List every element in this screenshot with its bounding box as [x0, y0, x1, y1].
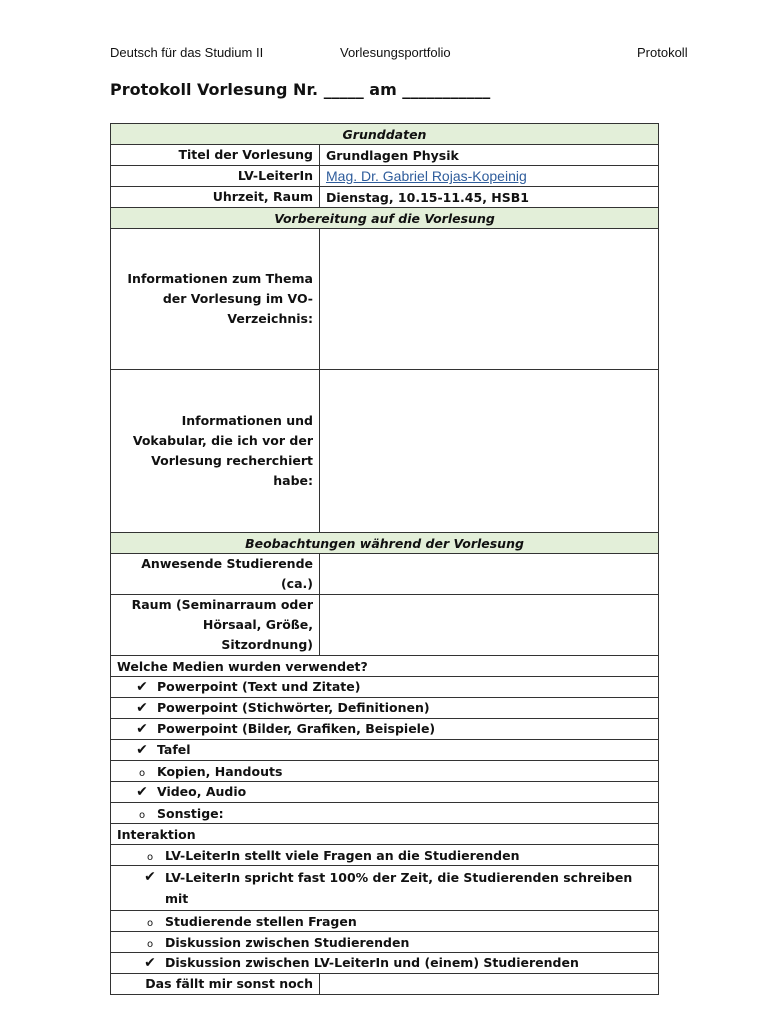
- label-anwesende: Anwesende Studierende (ca.): [111, 554, 320, 595]
- medien-item[interactable]: [111, 782, 659, 803]
- value-titel[interactable]: Grundlagen Physik: [320, 145, 659, 166]
- interaktion-heading: Interaktion: [111, 824, 659, 845]
- interaktion-item-label: LV-LeiterIn stellt viele Fragen an die Studierenden: [165, 847, 520, 863]
- check-icon: ✔: [136, 679, 148, 695]
- interaktion-item-label: Diskussion zwischen Studierenden: [165, 934, 410, 950]
- section-beobachtungen: Beobachtungen während der Vorlesung: [111, 533, 659, 554]
- medien-item[interactable]: [111, 761, 659, 782]
- field-info-thema[interactable]: [320, 229, 659, 370]
- interaktion-item-label: LV-LeiterIn spricht fast 100% der Zeit, die Studierenden schreiben mit: [165, 870, 633, 906]
- check-icon: ✔: [136, 721, 148, 737]
- header-course: Deutsch für das Studium II: [110, 45, 264, 60]
- page-title: Protokoll Vorlesung Nr. _____ am ___________: [110, 80, 491, 99]
- medien-item[interactable]: [111, 719, 659, 740]
- check-icon: ✔: [144, 955, 156, 971]
- circle-bullet-icon: o: [146, 851, 154, 863]
- label-info-vokabular: Informationen und Vokabular, die ich vor der Vorlesung recherchiert habe:: [111, 370, 320, 533]
- interaktion-item[interactable]: [111, 845, 659, 866]
- check-icon: ✔: [136, 700, 148, 716]
- medien-item[interactable]: [111, 677, 659, 698]
- field-info-vokabular[interactable]: [320, 370, 659, 533]
- header-protocol: Protokoll: [637, 45, 688, 60]
- medien-item-label: Sonstige:: [157, 805, 224, 821]
- circle-bullet-icon: o: [138, 809, 146, 821]
- medien-item[interactable]: [111, 740, 659, 761]
- interaktion-item-label: Diskussion zwischen LV-LeiterIn und (einem) Studierenden: [165, 955, 579, 970]
- check-icon: ✔: [136, 742, 148, 758]
- field-raum[interactable]: [320, 595, 659, 656]
- medien-item[interactable]: [111, 803, 659, 824]
- interaktion-item-label: Studierende stellen Fragen: [165, 913, 357, 929]
- check-icon: ✔: [144, 869, 156, 885]
- protocol-table: [110, 123, 659, 995]
- section-vorbereitung: Vorbereitung auf die Vorlesung: [111, 208, 659, 229]
- check-icon: ✔: [136, 784, 148, 800]
- medien-question: Welche Medien wurden verwendet?: [111, 656, 659, 677]
- medien-item-label: Powerpoint (Stichwörter, Definitionen): [157, 700, 430, 715]
- field-anwesende[interactable]: [320, 554, 659, 595]
- label-leiterin: LV-LeiterIn: [111, 166, 320, 187]
- circle-bullet-icon: o: [146, 917, 154, 929]
- medien-item[interactable]: [111, 698, 659, 719]
- interaktion-item[interactable]: [111, 866, 659, 911]
- medien-item-label: Tafel: [157, 742, 191, 757]
- label-titel: Titel der Vorlesung: [111, 145, 320, 166]
- circle-bullet-icon: o: [138, 767, 146, 779]
- section-grunddaten: Grunddaten: [111, 124, 659, 145]
- value-uhrzeit[interactable]: Dienstag, 10.15-11.45, HSB1: [320, 187, 659, 208]
- value-leiterin-cell: [320, 166, 659, 187]
- medien-item-label: Powerpoint (Bilder, Grafiken, Beispiele): [157, 721, 436, 736]
- label-raum: Raum (Seminarraum oder Hörsaal, Größe, Sitzordnung): [111, 595, 320, 656]
- interaktion-item[interactable]: [111, 911, 659, 932]
- medien-item-label: Video, Audio: [157, 784, 247, 799]
- label-info-thema: Informationen zum Thema der Vorlesung im VO-Verzeichnis:: [111, 229, 320, 370]
- label-sonst: Das fällt mir sonst noch: [111, 974, 320, 995]
- field-sonst[interactable]: [320, 974, 659, 995]
- medien-item-label: Kopien, Handouts: [157, 763, 283, 779]
- leiterin-link[interactable]: Mag. Dr. Gabriel Rojas-Kopeinig: [326, 168, 527, 184]
- medien-item-label: Powerpoint (Text und Zitate): [157, 679, 361, 694]
- circle-bullet-icon: o: [146, 938, 154, 950]
- interaktion-item[interactable]: [111, 932, 659, 953]
- label-uhrzeit: Uhrzeit, Raum: [111, 187, 320, 208]
- header-portfolio: Vorlesungsportfolio: [340, 45, 451, 60]
- interaktion-item[interactable]: [111, 953, 659, 974]
